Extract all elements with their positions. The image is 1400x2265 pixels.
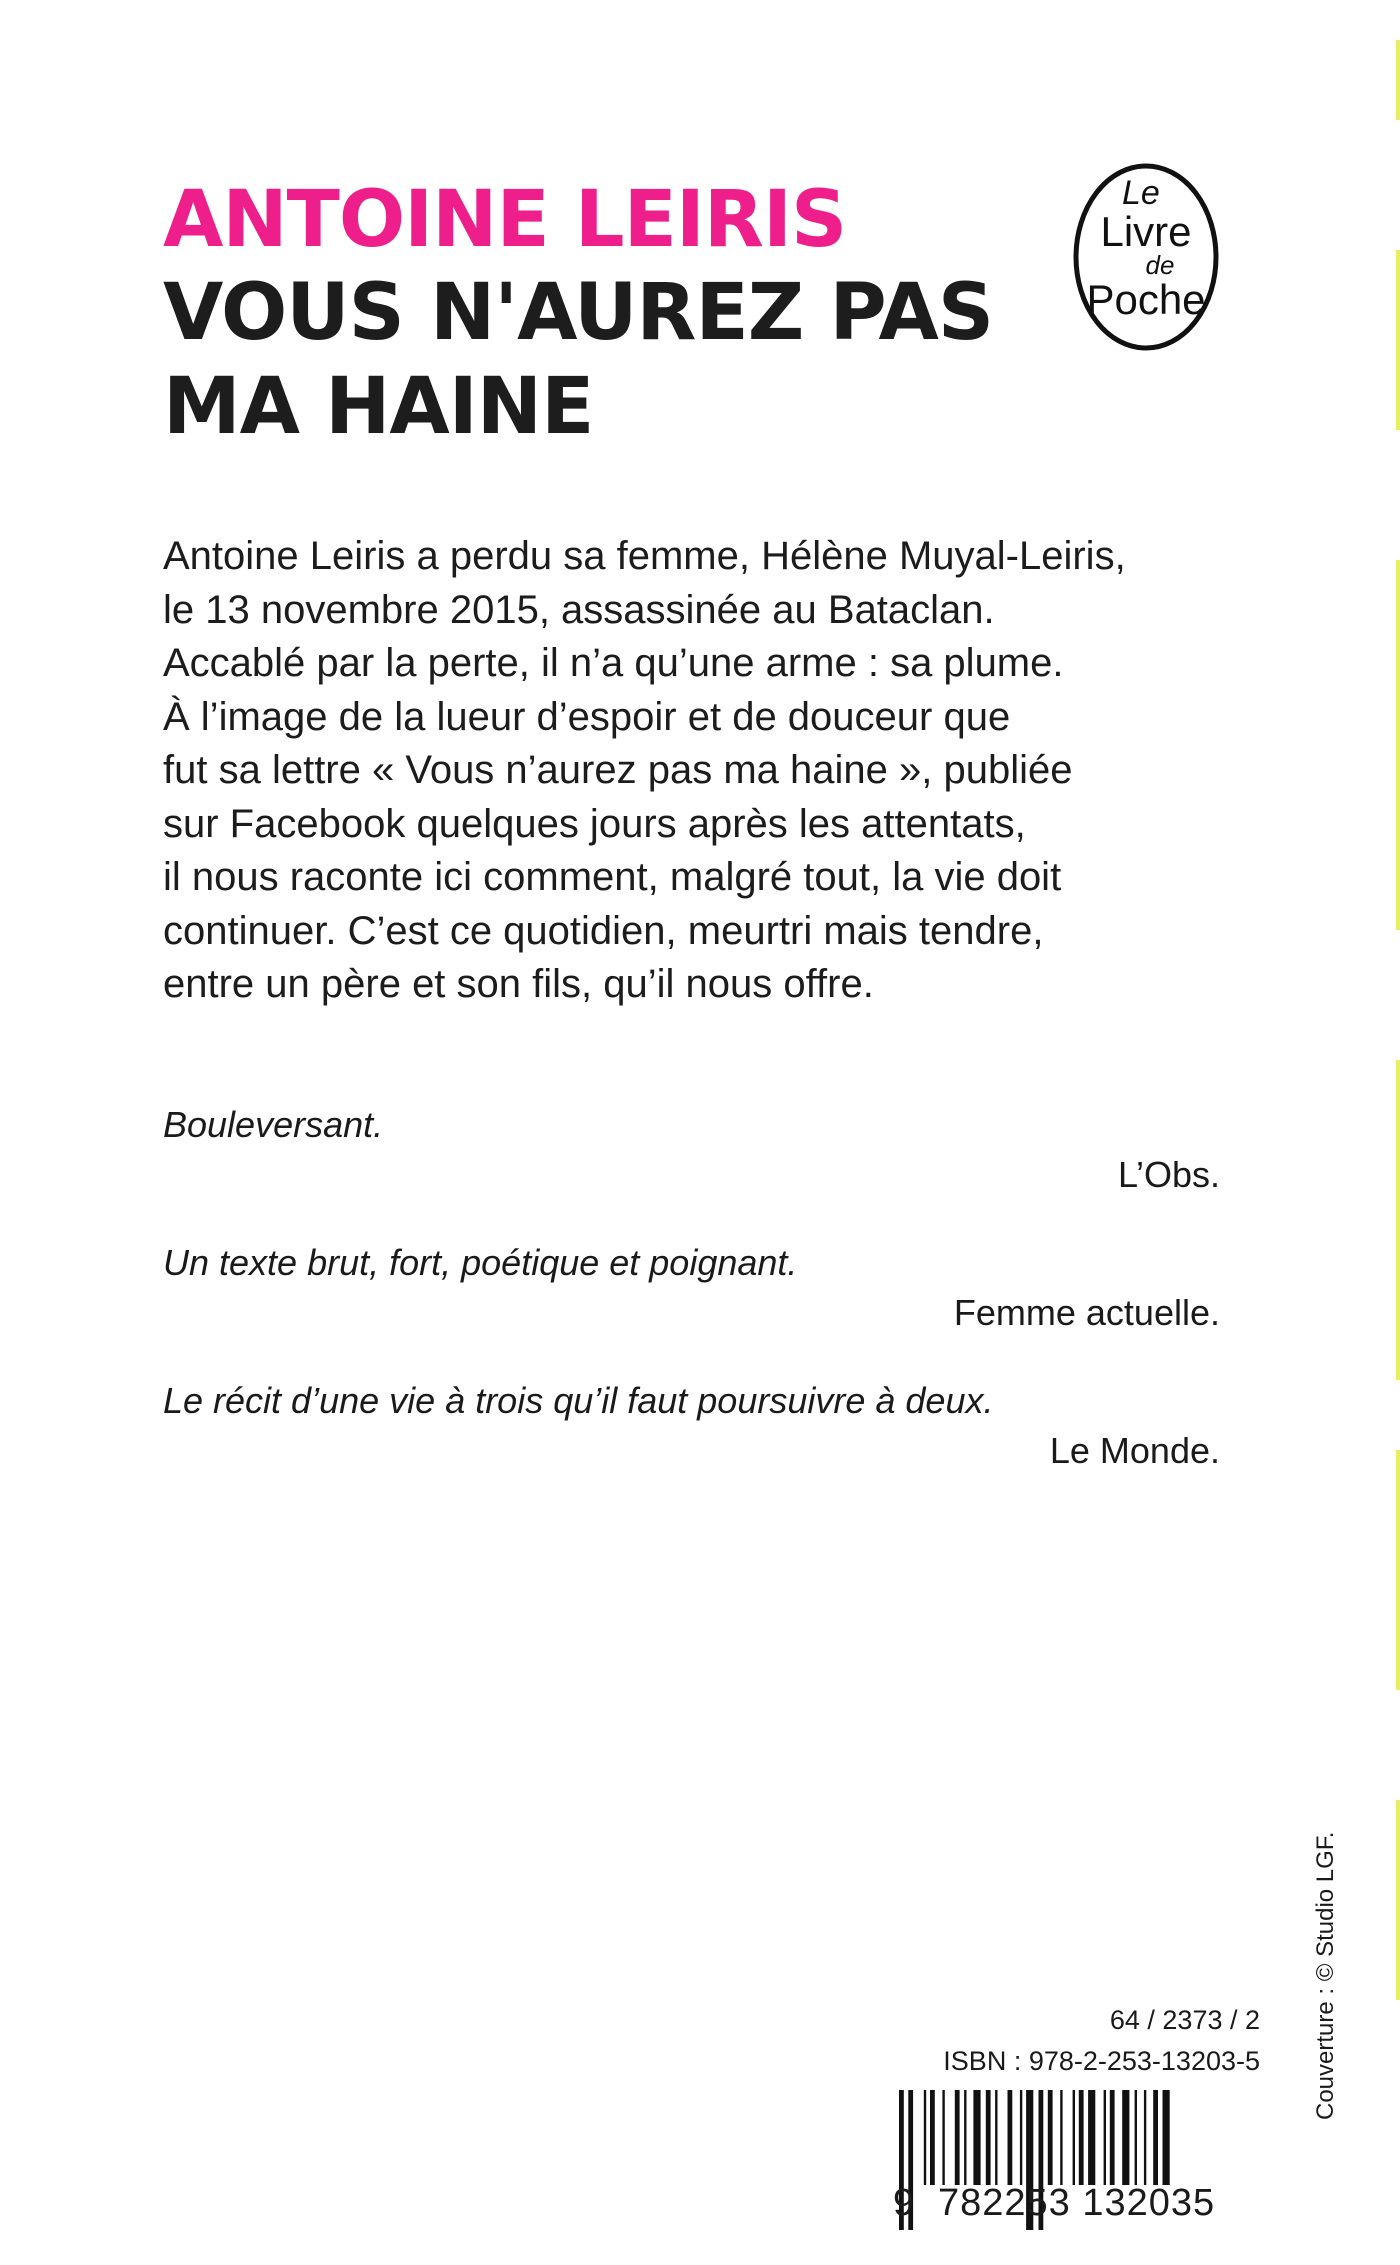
logo-word-poche: Poche <box>1086 276 1206 323</box>
review-source: L’Obs. <box>1117 1154 1220 1195</box>
price-code: 64 / 2373 / 2 <box>1109 2005 1260 2035</box>
barcode-bar <box>1073 2090 1075 2185</box>
barcode-bar <box>964 2090 966 2185</box>
review-quote: Bouleversant. <box>163 1104 384 1145</box>
book-title: VOUS N'AUREZ PAS MA HAINE <box>163 268 994 452</box>
barcode-bar <box>1088 2090 1095 2185</box>
le-livre-de-poche-logo-icon <box>1072 162 1220 352</box>
press-reviews <box>163 1100 1220 1514</box>
barcode-bar <box>1135 2090 1137 2185</box>
synopsis-line: Accablé par la perte, il n’a qu’une arme : sa plume. <box>163 641 1064 685</box>
synopsis-line: entre un père et son fils, qu’il nous offre. <box>163 962 874 1006</box>
barcode-digits: 782253 132035 <box>938 2182 1216 2224</box>
review-quote: Un texte brut, fort, poétique et poignant. <box>163 1242 798 1283</box>
cover-credit: Couverture : © Studio LGF. <box>1312 1831 1339 2120</box>
logo-word-livre: Livre <box>1100 208 1192 255</box>
barcode-bar <box>930 2090 935 2185</box>
author-name: ANTOINE LEIRIS <box>163 175 847 265</box>
review <box>163 1100 1220 1238</box>
review-source: Femme actuelle. <box>953 1292 1220 1333</box>
spine-edge-mark <box>1396 560 1400 930</box>
synopsis-line: fut sa lettre « Vous n’aurez pas ma haine », publiée <box>163 748 1073 792</box>
spine-edge-mark <box>1396 40 1400 120</box>
synopsis-line: À l’image de la lueur d’espoir et de douceur que <box>163 694 1011 739</box>
barcode-bar <box>1153 2090 1158 2185</box>
barcode-bar <box>942 2090 944 2185</box>
barcode-bar <box>924 2090 926 2185</box>
barcode-lead-digit: 9 <box>893 2182 915 2224</box>
synopsis-line: continuer. C’est ce quotidien, meurtri mais tendre, <box>163 908 1044 953</box>
review-quote: Le récit d’une vie à trois qu’il faut poursuivre à deux. <box>163 1380 994 1421</box>
barcode-bar <box>1104 2090 1106 2185</box>
review-source: Le Monde. <box>1049 1430 1220 1471</box>
logo-word-de: de <box>1145 250 1175 280</box>
review <box>163 1238 1220 1376</box>
synopsis-line: sur Facebook quelques jours après les attentats, <box>163 801 1026 846</box>
spine-edge-mark <box>1396 1060 1400 1380</box>
barcode-bar <box>955 2090 960 2185</box>
spine-edge-mark <box>1396 1800 1400 2000</box>
isbn: ISBN : 978-2-253-13203-5 <box>943 2046 1260 2076</box>
barcode-bar <box>973 2090 980 2185</box>
barcode-bar <box>1144 2090 1146 2185</box>
spine-edge-mark <box>1396 1450 1400 1690</box>
barcode-bar <box>995 2090 997 2185</box>
spine-edge-mark <box>1396 250 1400 430</box>
barcode-bar <box>986 2090 991 2185</box>
barcode-bar <box>1122 2090 1129 2185</box>
barcode-bar <box>1060 2090 1062 2185</box>
logo-word-le: Le <box>1122 174 1160 212</box>
synopsis-line: il nous raconte ici comment, malgré tout, la vie doit <box>163 855 1062 899</box>
synopsis-line: Antoine Leiris a perdu sa femme, Hélène Muyal-Leiris, <box>163 534 1126 578</box>
barcode-bar <box>1110 2090 1115 2185</box>
barcode-bar <box>1008 2090 1013 2185</box>
synopsis <box>163 530 1223 1012</box>
synopsis-line: le 13 novembre 2015, assassinée au Bataclan. <box>163 587 995 632</box>
review <box>163 1376 1220 1514</box>
barcode-bar <box>1020 2090 1022 2185</box>
barcode-bar <box>1163 2090 1170 2185</box>
barcode-bar <box>1048 2090 1053 2185</box>
barcode-bar <box>1079 2090 1084 2185</box>
